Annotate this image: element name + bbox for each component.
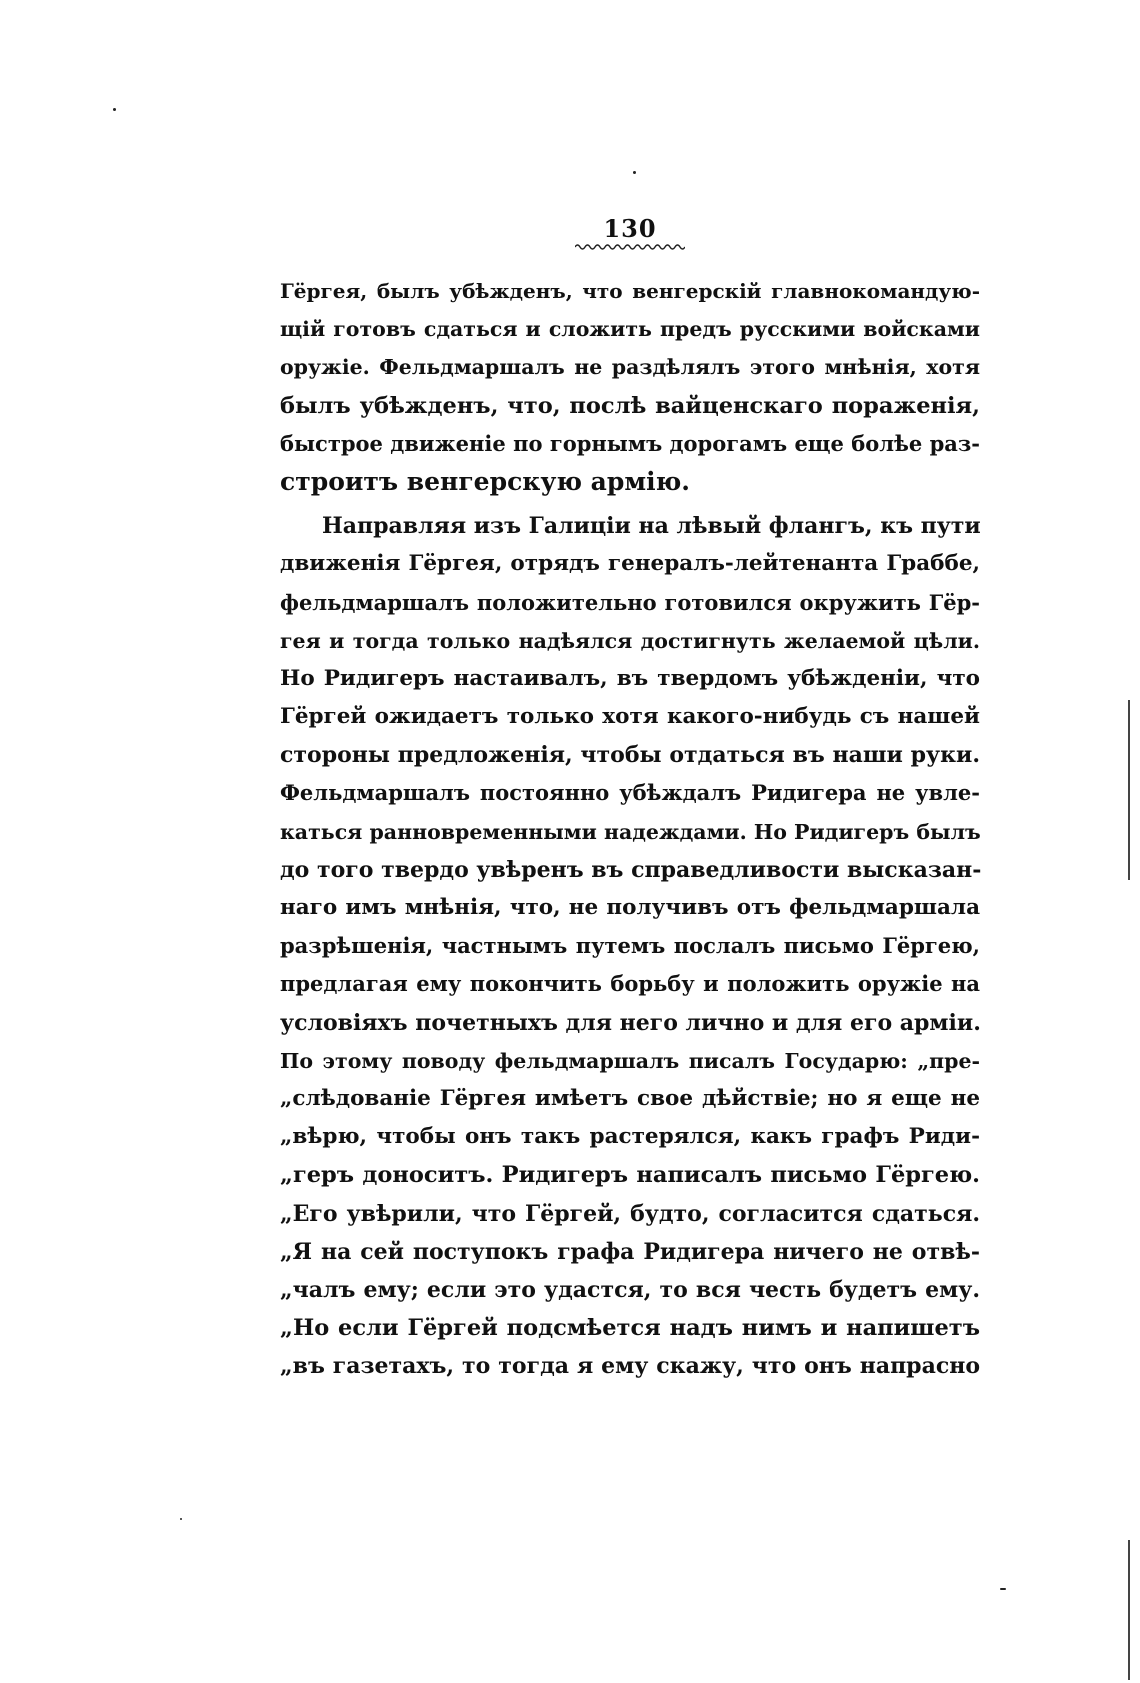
text-line: „Его увѣрили, что Гёргей, будто, согласится сдаться. [280,1200,980,1227]
text-line: По этому поводу фельдмаршалъ писалъ Государю: „пре- [280,1048,980,1073]
scan-speck [180,1518,182,1520]
text-line: „въ газетахъ, то тогда я ему скажу, что онъ напрасно [280,1353,980,1380]
text-line: фельдмаршалъ положительно готовился окружить Гёр- [280,589,980,615]
text-line: Фельдмаршалъ постоянно убѣждалъ Ридигера не увле- [280,780,980,806]
text-line: каться ранновременными надеждами. Но Ридигеръ былъ [280,819,981,844]
scan-edge-line [1128,1540,1130,1680]
text-line: Гёргей ожидаетъ только хотя какого-нибудь съ нашей [280,704,980,730]
page-number: 130 [603,214,657,243]
text-line: гея и тогда только надѣялся достигнуть желаемой цѣли. [280,628,980,653]
paragraph [280,272,980,501]
text-line: до того твердо увѣренъ въ справедливости высказан- [280,856,982,883]
text-line: щій готовъ сдаться и сложить предъ русскими войсками [280,317,980,342]
paragraph [280,507,980,1385]
text-line: „геръ доноситъ. Ридигеръ написалъ письмо Гёргею. [280,1162,980,1189]
text-line: предлагая ему покончить борьбу и положить оружіе на [280,971,980,997]
text-line: „слѣдованіе Гёргея имѣетъ свое дѣйствіе; но я еще не [280,1085,980,1111]
text-line: строитъ венгерскую армію. [280,466,690,496]
text-line: „Но если Гёргей подсмѣется надъ нимъ и напишетъ [280,1315,980,1342]
text-line: „чалъ ему; если это удастся, то вся честь будетъ ему. [280,1276,980,1303]
text-line: оружіе. Фельдмаршалъ не раздѣлялъ этого мнѣнія, хотя [280,355,980,380]
wavy-rule-ornament [575,242,685,252]
scan-edge-line [1128,700,1130,880]
scan-speck [1000,1588,1006,1590]
text-line: быстрое движеніе по горнымъ дорогамъ еще болѣе раз- [280,430,980,456]
text-line: условіяхъ почетныхъ для него лично и для его арміи. [280,1009,981,1036]
text-line: стороны предложенія, чтобы отдаться въ наши руки. [280,742,980,769]
text-line: „Я на сей поступокъ графа Ридигера ничего не отвѣ- [280,1238,980,1265]
text-line: разрѣшенія, частнымъ путемъ послалъ письмо Гёргею, [280,933,980,959]
text-line: движенія Гёргея, отрядъ генералъ-лейтенанта Граббе, [280,551,980,577]
text-line: наго имъ мнѣнія, что, не получивъ отъ фельдмаршала [280,895,980,920]
text-line: Гёргея, былъ убѣжденъ, что венгерскій главнокомандую- [280,279,980,303]
scan-speck [633,171,636,174]
text-line: Направляя изъ Галиціи на лѣвый флангъ, къ пути [322,513,981,540]
body-text [280,272,980,1385]
text-line: „вѣрю, чтобы онъ такъ растерялся, какъ графъ Риди- [280,1124,980,1150]
text-line: Но Ридигеръ настаивалъ, въ твердомъ убѣжденіи, что [280,665,980,691]
text-line: былъ убѣжденъ, что, послѣ вайценскаго пораженія, [280,392,980,419]
scan-speck [113,108,116,111]
